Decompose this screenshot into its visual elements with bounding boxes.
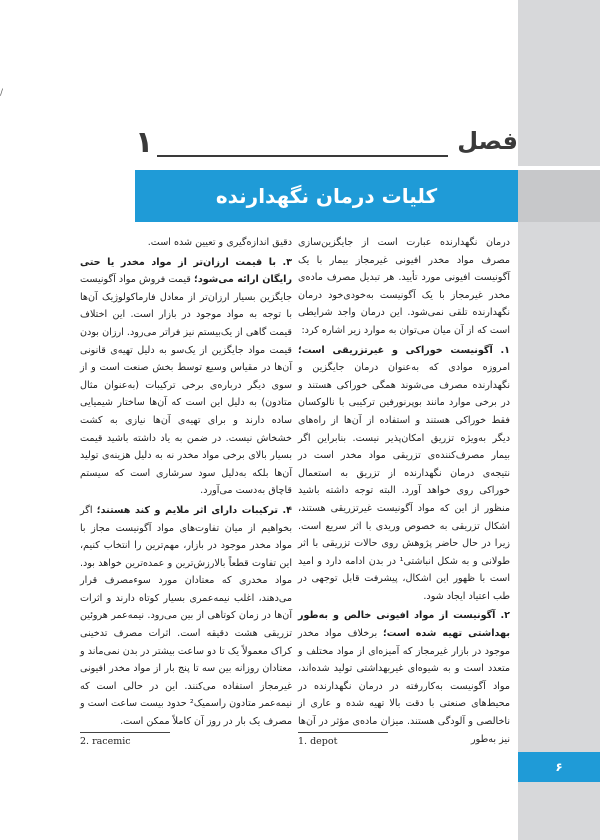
chapter-heading: [135, 127, 518, 167]
footnote-left: 2. racemic: [80, 736, 131, 747]
right-column: [298, 234, 510, 750]
paragraph: ۴. ترکیبات دارای اثر ملایم و کند هستند؛ اگر بخواهیم از میان تفاوت‌های مواد آگونیست مجاز با مواد مخدر موجود در بازار، مهم‌ترین را انتخاب کنیم، این تفاوت قطعاً بالارزش‌ترین و عمده‌ترین خواهد بود. مواد مخدری که معتادان مورد سوءمصرف قرار می‌دهند، اغلب نیمه‌عمری بسیار کوتاه دارند و اثرات آن‌ها در زمان کوتاهی از بین می‌رود. نیمه‌عمر هروئین تزریقی هشت دقیقه است. اثرات مصرف تدخینی کراک معمولاً یک تا دو ساعت بیشتر در بدن نمی‌ماند و معتادان روزانه بین سه تا پنج بار از مواد مخدر افیونی غیرمجاز استفاده می‌کنند. این در حالی است که نیمه‌عمر متادون راسمیک² حدود بیست ساعت است و مصرف یک بار در روز آن کاملاً ممکن است.: [80, 504, 293, 728]
side-gray-band: [518, 222, 600, 840]
chapter-word: فصل: [457, 127, 518, 155]
footnote-rule-left: [80, 732, 170, 733]
paragraph: درمان نگهدارنده عبارت است از جایگزین‌سازی مصرف مواد مخدر افیونی غیرمجاز بیمار با یک آگونیست افیونی مورد تأیید. هر تبدیل مصرف ماده‌ی مخدر غیرمجاز با یک آگونیست به‌خودی‌خود درمان نگهدارنده تلقی نمی‌شود. این درمان واجد شرایطی است که از آن میان می‌توان به موارد زیر اشاره کرد:: [298, 237, 510, 336]
chapter-rule: [157, 155, 448, 157]
left-column: [80, 234, 292, 733]
footnote-right: 1. depot: [298, 736, 338, 747]
page-number: [518, 752, 600, 782]
top-gray-band: [518, 0, 600, 166]
footnote-rule-right: [298, 732, 388, 733]
paragraph: دقیق اندازه‌گیری و تعیین شده است.: [147, 237, 292, 248]
chapter-title: کلیات درمان نگهدارنده: [215, 184, 438, 208]
chapter-number: ۱: [135, 125, 154, 160]
paragraph: ۱. آگونیست خوراکی و غیرتزریقی است؛ امروزه موادی که به‌عنوان درمان جایگزین و نگهدارنده مصرف می‌شوند همگی خوراکی هستند و در برخی موارد مانند بوپرنورفین ترکیبی با نالوکسان فقط خوراکی هستند و استفاده از آن‌ها از راه‌های دیگر به‌ویژه تزریق امکان‌پذیر نیست. بنابراین اگر بیمار مصرف‌کننده‌ی تزریقی مواد مخدر است در نتیجه‌ی درمان نگهدارنده از تزریق به استعمال خوراکی روی خواهد آورد. البته توجه داشته باشید منظور از این که مواد آگونیست غیرتزریقی هستند، اشکال تزریقی به خصوص وریدی با اثر سریع است. زیرا در حال حاضر پژوهش روی حالات تزریقی با اثر طولانی و به شکل انباشتی¹ در بدن ادامه دارد و امید است با ظهور این اشکال، پیشرفت قابل توجهی در طب اعتیاد ایجاد شود.: [298, 344, 510, 602]
page-number-text: ۶: [555, 760, 563, 774]
margin-mark: /: [0, 88, 4, 98]
paragraph: ۲. آگونیست از مواد افیونی خالص و به‌طور بهداشتی تهیه شده است؛ برخلاف مواد مخدر موجود در بازار غیرمجاز که آمیزه‌ای از مواد مختلف و متعدد است و به شیوه‌ای غیربهداشتی تولید شده‌اند، مواد آگونیست به‌کاررفته در درمان نگهدارنده در محیط‌های صنعتی با دقت بالا تهیه شده و عاری از ناخالصی و آلودگی هستند. میزان ماده‌ی مؤثر در آن‌ها نیز به‌طور: [298, 610, 510, 745]
paragraph: ۳. با قیمت ارزان‌تر از مواد مخدر یا حتی رایگان ارائه می‌شود؛ قیمت فروش مواد آگونیست جایگزین بسیار ارزان‌تر از معادل فارماکولوژیک آن‌ها با توجه به مواد موجود در بازار است. این اختلاف قیمت گاهی از یک‌بیستم نیز فراتر می‌رود. ارزان بودن قیمت مواد جایگزین از یک‌سو به دلیل تهیه‌ی قانونی آن‌ها در مقیاس وسیع توسط بخش صنعت است و از سوی دیگر درباره‌ی برخی ترکیبات (به‌عنوان مثال متادون) به دلیل این است که آن‌ها ساختار شیمیایی ساده دارند و برای تهیه‌ی آن‌ها نیازی به کشت خشخاش نیست. در ضمن به یاد داشته باشید قیمت بسیار بالای برخی مواد مخدر نه به دلیل هزینه‌ی تولید آن‌ها بلکه به‌دلیل سود سرشاری است که سیستم قاچاق به‌دست می‌آورد.: [80, 256, 292, 497]
chapter-title-bar: [135, 170, 518, 222]
